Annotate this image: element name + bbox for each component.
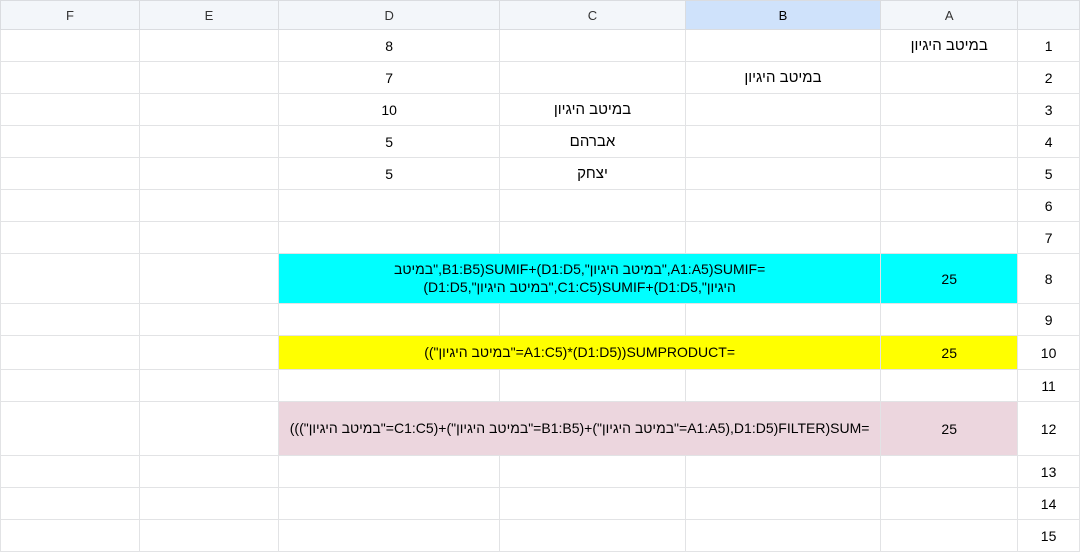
column-header-row xyxy=(1,1,1080,30)
grid-corner xyxy=(1018,1,1080,30)
table-row[interactable] xyxy=(1,456,1080,488)
cell-b6[interactable] xyxy=(685,190,881,222)
cell-c2[interactable] xyxy=(500,62,685,94)
column-header-e[interactable]: E xyxy=(139,1,278,30)
cell-b1[interactable] xyxy=(685,30,881,62)
row-header-4[interactable]: 4 xyxy=(1018,126,1080,158)
cell-e11[interactable] xyxy=(139,370,278,402)
cell-e2[interactable] xyxy=(139,62,278,94)
cell-f8[interactable] xyxy=(1,254,140,304)
cell-e10[interactable] xyxy=(139,336,278,370)
row-header-8[interactable]: 8 xyxy=(1018,254,1080,304)
table-row[interactable] xyxy=(1,336,1080,370)
cell-e15[interactable] xyxy=(139,520,278,552)
row-header-3[interactable]: 3 xyxy=(1018,94,1080,126)
cell-b9[interactable] xyxy=(685,304,881,336)
cell-b3[interactable] xyxy=(685,94,881,126)
cell-c13[interactable] xyxy=(500,456,685,488)
cell-d3[interactable]: 10 xyxy=(278,94,499,126)
cell-a3[interactable] xyxy=(881,94,1018,126)
cell-b15[interactable] xyxy=(685,520,881,552)
cell-result-sum-filter[interactable]: 25 xyxy=(881,402,1018,456)
cell-a4[interactable] xyxy=(881,126,1018,158)
column-header-f[interactable]: F xyxy=(1,1,140,30)
cell-a15[interactable] xyxy=(881,520,1018,552)
cell-formula-sum-filter[interactable]: =SUM(FILTER(D1:D5,(A1:A5="במיטב היגיון")+(B1:B5="במיטב היגיון")+(C1:C5="במיטב היגיון"))) xyxy=(278,402,880,456)
cell-e12[interactable] xyxy=(139,402,278,456)
cell-f4[interactable] xyxy=(1,126,140,158)
column-header-b[interactable]: B xyxy=(685,1,881,30)
row-header-12[interactable]: 12 xyxy=(1018,402,1080,456)
table-row[interactable] xyxy=(1,190,1080,222)
cell-f9[interactable] xyxy=(1,304,140,336)
cell-a13[interactable] xyxy=(881,456,1018,488)
cell-f13[interactable] xyxy=(1,456,140,488)
cell-b13[interactable] xyxy=(685,456,881,488)
row-header-15[interactable]: 15 xyxy=(1018,520,1080,552)
row-header-6[interactable]: 6 xyxy=(1018,190,1080,222)
cell-c6[interactable] xyxy=(500,190,685,222)
cell-c11[interactable] xyxy=(500,370,685,402)
column-header-d[interactable]: D xyxy=(278,1,499,30)
row-header-10[interactable]: 10 xyxy=(1018,336,1080,370)
cell-c3[interactable]: במיטב היגיון xyxy=(500,94,685,126)
cell-f7[interactable] xyxy=(1,222,140,254)
cell-a9[interactable] xyxy=(881,304,1018,336)
row-header-14[interactable]: 14 xyxy=(1018,488,1080,520)
cell-c7[interactable] xyxy=(500,222,685,254)
cell-f1[interactable] xyxy=(1,30,140,62)
cell-e5[interactable] xyxy=(139,158,278,190)
cell-a6[interactable] xyxy=(881,190,1018,222)
row-header-5[interactable]: 5 xyxy=(1018,158,1080,190)
row-header-2[interactable]: 2 xyxy=(1018,62,1080,94)
table-row[interactable] xyxy=(1,304,1080,336)
cell-b4[interactable] xyxy=(685,126,881,158)
cell-f2[interactable] xyxy=(1,62,140,94)
row-header-11[interactable]: 11 xyxy=(1018,370,1080,402)
cell-a11[interactable] xyxy=(881,370,1018,402)
table-row[interactable] xyxy=(1,62,1080,94)
cell-f15[interactable] xyxy=(1,520,140,552)
column-header-a[interactable]: A xyxy=(881,1,1018,30)
column-header-c[interactable]: C xyxy=(500,1,685,30)
table-row[interactable] xyxy=(1,158,1080,190)
table-row[interactable] xyxy=(1,254,1080,304)
cell-c4[interactable]: אברהם xyxy=(500,126,685,158)
cell-formula-sumif[interactable]: =SUMIF(A1:A5,"במיטב היגיון",D1:D5)+SUMIF(B1:B5,"במיטב היגיון",D1:D5)+SUMIF(C1:C5,"במיטב היגיון",D1:D5) xyxy=(278,254,880,304)
cell-f5[interactable] xyxy=(1,158,140,190)
cell-e9[interactable] xyxy=(139,304,278,336)
cell-c9[interactable] xyxy=(500,304,685,336)
cell-d11[interactable] xyxy=(278,370,499,402)
cell-result-sumif[interactable]: 25 xyxy=(881,254,1018,304)
cell-a5[interactable] xyxy=(881,158,1018,190)
cell-d2[interactable]: 7 xyxy=(278,62,499,94)
cell-c1[interactable] xyxy=(500,30,685,62)
cell-result-sumproduct[interactable]: 25 xyxy=(881,336,1018,370)
cell-f10[interactable] xyxy=(1,336,140,370)
cell-e8[interactable] xyxy=(139,254,278,304)
cell-d1[interactable]: 8 xyxy=(278,30,499,62)
cell-d5[interactable]: 5 xyxy=(278,158,499,190)
row-header-13[interactable]: 13 xyxy=(1018,456,1080,488)
cell-c15[interactable] xyxy=(500,520,685,552)
cell-e4[interactable] xyxy=(139,126,278,158)
cell-a2[interactable] xyxy=(881,62,1018,94)
cell-f6[interactable] xyxy=(1,190,140,222)
row-header-1[interactable]: 1 xyxy=(1018,30,1080,62)
cell-b7[interactable] xyxy=(685,222,881,254)
cell-f11[interactable] xyxy=(1,370,140,402)
cell-d6[interactable] xyxy=(278,190,499,222)
cell-b5[interactable] xyxy=(685,158,881,190)
cell-d13[interactable] xyxy=(278,456,499,488)
cell-e6[interactable] xyxy=(139,190,278,222)
cell-d9[interactable] xyxy=(278,304,499,336)
cell-formula-sumproduct[interactable]: =SUMPRODUCT((D1:D5)*(A1:C5="במיטב היגיון")) xyxy=(278,336,880,370)
table-row[interactable] xyxy=(1,222,1080,254)
row-header-9[interactable]: 9 xyxy=(1018,304,1080,336)
table-row[interactable] xyxy=(1,94,1080,126)
cell-e1[interactable] xyxy=(139,30,278,62)
table-row[interactable] xyxy=(1,126,1080,158)
cell-e7[interactable] xyxy=(139,222,278,254)
cell-e13[interactable] xyxy=(139,456,278,488)
cell-a1[interactable]: במיטב היגיון xyxy=(881,30,1018,62)
cell-b11[interactable] xyxy=(685,370,881,402)
row-header-7[interactable]: 7 xyxy=(1018,222,1080,254)
cell-d7[interactable] xyxy=(278,222,499,254)
table-row[interactable] xyxy=(1,30,1080,62)
cell-b2[interactable]: במיטב היגיון xyxy=(685,62,881,94)
cell-f12[interactable] xyxy=(1,402,140,456)
cell-d15[interactable] xyxy=(278,520,499,552)
cell-e3[interactable] xyxy=(139,94,278,126)
cell-d4[interactable]: 5 xyxy=(278,126,499,158)
table-row[interactable] xyxy=(1,402,1080,456)
table-row[interactable] xyxy=(1,370,1080,402)
cell-a7[interactable] xyxy=(881,222,1018,254)
cell-c5[interactable]: יצחק xyxy=(500,158,685,190)
cell-f3[interactable] xyxy=(1,94,140,126)
table-row[interactable] xyxy=(1,520,1080,552)
